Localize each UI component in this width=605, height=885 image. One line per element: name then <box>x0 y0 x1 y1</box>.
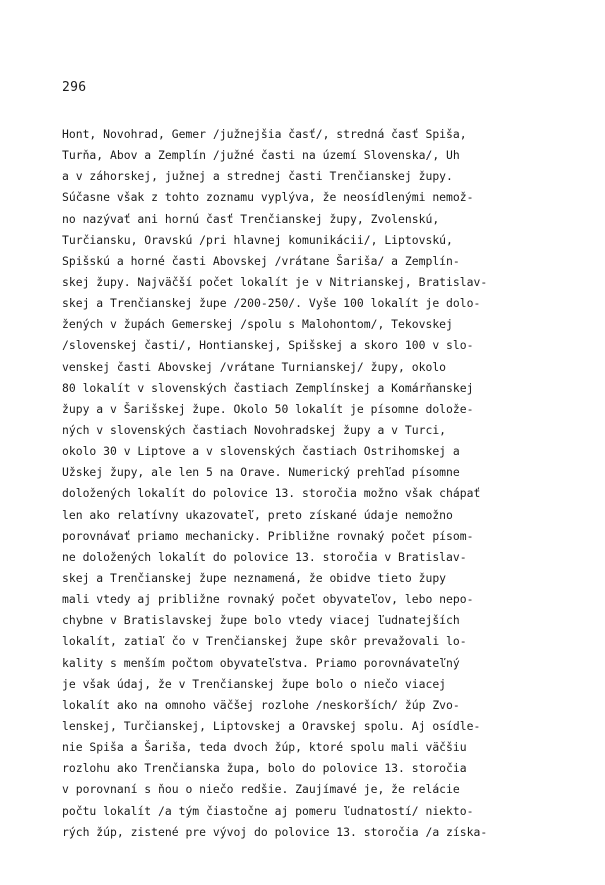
text-line: chybne v Bratislavskej župe bolo vtedy viacej ľudnatejších <box>62 613 460 628</box>
text-line: no nazývať ani hornú časť Trenčianskej župy, Zvolenskú, <box>62 211 440 226</box>
text-line: skej župy. Najväčší počet lokalít je v Nitrianskej, Bratislav- <box>62 274 488 289</box>
text-line: skej a Trenčianskej župe neznamená, že obidve tieto župy <box>62 570 447 585</box>
text-line: lenskej, Turčianskej, Liptovskej a Oravskej spolu. Aj osídle- <box>62 718 481 733</box>
text-line: nie Spiša a Šariša, teda dvoch žúp, ktoré spolu mali väčšiu <box>62 740 467 755</box>
text-line: lokalít ako na omnoho väčšej rozlohe /neskorších/ žúp Zvo- <box>62 697 460 712</box>
text-line: Turčiansku, Oravskú /pri hlavnej komunikácii/, Liptovskú, <box>62 232 453 247</box>
text-line: Turňa, Abov a Zemplín /južné časti na území Slovenska/, Uh <box>62 148 460 163</box>
text-line: lokalít, zatiaľ čo v Trenčianskej župe skôr prevažovali lo- <box>62 634 467 649</box>
text-line: žených v župách Gemerskej /spolu s Malohontom/, Tekovskej <box>62 317 453 332</box>
text-line: skej a Trenčianskej župe /200-250/. Vyše 100 lokalít je dolo- <box>62 296 481 311</box>
text-line: počtu lokalít /a tým čiastočne aj pomeru ľudnatostí/ niekto- <box>62 803 474 818</box>
body-text <box>62 124 582 843</box>
page-number: 296 <box>62 80 87 95</box>
text-line: okolo 30 v Liptove a v slovenských častiach Ostrihomskej a <box>62 444 460 459</box>
text-line: len ako relatívny ukazovateľ, preto získané údaje nemožno <box>62 507 453 522</box>
text-line: a v záhorskej, južnej a strednej časti Trenčianskej župy. <box>62 169 453 184</box>
text-line: Užskej župy, ale len 5 na Orave. Numerický prehľad písomne <box>62 465 460 480</box>
text-line: Spišskú a horné časti Abovskej /vrátane Šariša/ a Zemplín- <box>62 253 460 268</box>
text-line: je však údaj, že v Trenčianskej župe bolo o niečo viacej <box>62 676 447 691</box>
text-line: ných v slovenských častiach Novohradskej župy a v Turci, <box>62 422 447 437</box>
text-line: Hont, Novohrad, Gemer /južnejšia časť/, stredná časť Spiša, <box>62 127 467 141</box>
text-line: rých žúp, zistené pre vývoj do polovice 13. storočia /a získa- <box>62 824 488 839</box>
text-line: rozlohu ako Trenčianska župa, bolo do polovice 13. storočia <box>62 761 467 776</box>
text-line: mali vtedy aj približne rovnaký počet obyvateľov, lebo nepo- <box>62 592 474 607</box>
text-line: v porovnaní s ňou o niečo redšie. Zaujímavé je, že relácie <box>62 782 460 797</box>
text-line: župy a v Šarišskej župe. Okolo 50 lokalít je písomne dolože- <box>62 401 474 416</box>
text-line: 80 lokalít v slovenských častiach Zemplínskej a Komárňanskej <box>62 380 474 395</box>
text-line: venskej časti Abovskej /vrátane Turnianskej/ župy, okolo <box>62 359 447 374</box>
text-line: porovnávať priamo mechanicky. Približne rovnaký počet písom- <box>62 528 474 543</box>
text-line: kality s menším počtom obyvateľstva. Priamo porovnávateľný <box>62 655 460 670</box>
text-line: /slovenskej časti/, Hontianskej, Spišskej a skoro 100 v slo- <box>62 338 474 353</box>
text-line: ne doložených lokalít do polovice 13. storočia v Bratislav- <box>62 549 467 564</box>
text-line: doložených lokalít do polovice 13. storočia možno však chápať <box>62 486 481 501</box>
text-line: Súčasne však z tohto zoznamu vyplýva, že neosídlenými nemož- <box>62 190 474 205</box>
